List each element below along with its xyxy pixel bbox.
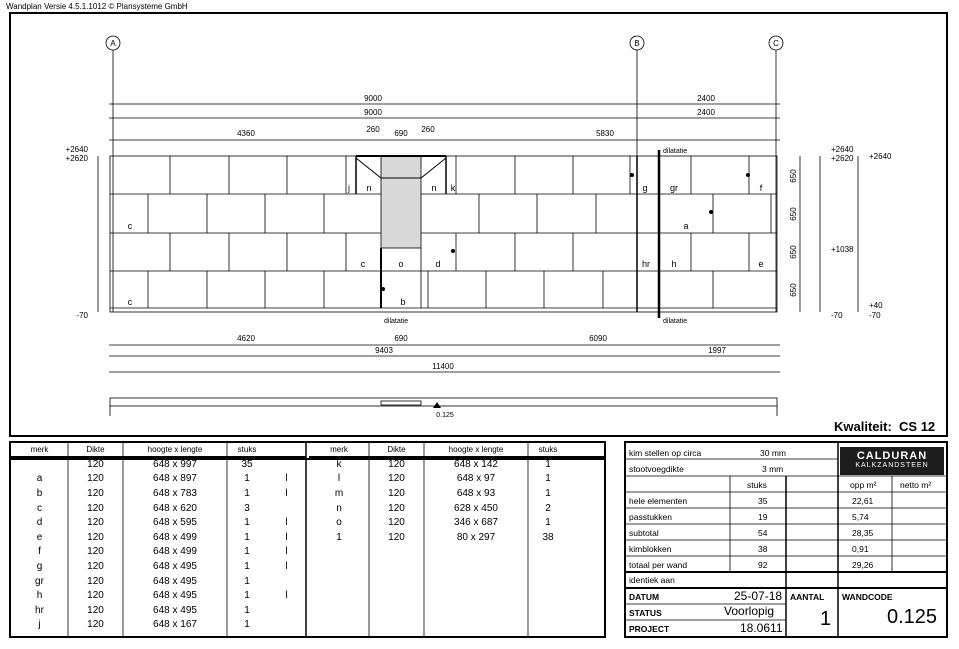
table-cell: 648 x 783: [153, 487, 197, 499]
table-cell: 120: [87, 575, 104, 587]
table-cell: 1: [244, 531, 250, 543]
table-cell: 120: [388, 473, 405, 485]
table-cell: 1: [244, 604, 250, 616]
dim-label: 690: [394, 129, 408, 138]
brick-mark: d: [435, 259, 441, 269]
brick-mark: c: [127, 297, 133, 307]
project-label: PROJECT: [629, 624, 670, 634]
col-header: merk: [330, 445, 348, 454]
identiek-label: identiek aan: [629, 575, 675, 585]
dilatatie-label: dilatatie: [384, 318, 409, 325]
logo-main: CALDURAN: [856, 450, 928, 462]
table-cell: 2: [545, 502, 551, 514]
table-cell: c: [37, 502, 42, 514]
app-title: Wandplan Versie 4.5.1.1012 © Plansysteme GmbH: [6, 2, 188, 11]
table-cell: l: [285, 517, 288, 529]
table-cell: 1: [244, 546, 250, 558]
brick-mark: o: [398, 259, 404, 269]
table-cell: o: [336, 517, 342, 529]
level-label: +1038: [831, 245, 854, 254]
table-cell: d: [36, 517, 43, 529]
table-cell: 120: [388, 487, 405, 499]
brick-mark: n: [366, 183, 372, 193]
table-cell: 120: [388, 531, 405, 543]
table-cell: 3: [244, 502, 250, 514]
dim-label: 1997: [708, 346, 726, 355]
table-cell: hr: [35, 604, 44, 616]
aantal-label: AANTAL: [790, 592, 825, 602]
table-cell: l: [285, 487, 288, 499]
info-row-label: subtotal: [629, 528, 659, 538]
status-value: Voorlopig: [724, 604, 775, 618]
col-header: hoogte x lengte: [448, 445, 504, 454]
table-cell: k: [336, 459, 342, 471]
col-header: merk: [30, 445, 49, 454]
table-cell: 648 x 495: [153, 604, 197, 616]
row-dim: 650: [789, 283, 798, 297]
table-cell: 38: [542, 531, 554, 543]
table-cell: 1: [244, 473, 250, 485]
status-label: STATUS: [629, 608, 662, 618]
info-row-value: 38: [758, 544, 768, 554]
row-dim: 650: [789, 245, 798, 259]
info-row-value: 0,91: [852, 544, 869, 554]
dim-label: 9403: [375, 346, 393, 355]
table-cell: 120: [388, 502, 405, 514]
brick-mark: c: [127, 221, 133, 231]
table-cell: 120: [87, 604, 104, 616]
col-header: hoogte x lengte: [147, 445, 203, 454]
wandcode-label: WANDCODE: [842, 592, 893, 602]
axis-label: A: [110, 39, 116, 48]
table-cell: 648 x 620: [153, 502, 197, 514]
level-label: +2640: [869, 152, 892, 161]
info-row-label: hele elementen: [629, 496, 688, 506]
brick-mark: b: [400, 297, 406, 307]
table-cell: 120: [87, 546, 104, 558]
table-cell: 648 x 997: [153, 459, 197, 471]
table-cell: 120: [388, 459, 405, 471]
level-label: +2640: [65, 145, 88, 154]
row-dim: 650: [789, 207, 798, 221]
table-cell: gr: [35, 575, 44, 587]
wandcode-value: 0.125: [887, 606, 938, 628]
table-cell: l: [285, 560, 288, 572]
info-row-label: totaal per wand: [629, 560, 688, 570]
table-cell: l: [285, 473, 288, 485]
table-cell: l: [285, 531, 288, 543]
table-cell: m: [334, 487, 344, 499]
table-cell: 1: [545, 487, 551, 499]
brick-mark: e: [758, 259, 764, 269]
dim-label: 9000: [364, 94, 382, 103]
table-cell: 35: [241, 459, 253, 471]
dim-label: 6090: [589, 334, 607, 343]
brick-mark: c: [360, 259, 366, 269]
project-value: 18.0611: [740, 621, 783, 635]
info-row-value: 92: [758, 560, 768, 570]
dim-label: 4360: [237, 129, 255, 138]
quality-key: Kwaliteit:: [834, 419, 892, 434]
table-cell: 1: [545, 517, 551, 529]
table-cell: 648 x 595: [153, 517, 197, 529]
brick-mark: k: [450, 183, 456, 193]
info-row-value: 54: [758, 528, 768, 538]
table-cell: 1: [244, 590, 250, 602]
table-cell: 120: [87, 619, 104, 631]
table-cell: 120: [87, 590, 104, 602]
datum-value: 25-07-18: [734, 589, 783, 603]
calduran-logo: [840, 447, 944, 475]
col-netto: netto m²: [900, 480, 932, 490]
table-cell: 648 x 495: [153, 560, 197, 572]
col-header: stuks: [538, 445, 558, 454]
table-cell: 1: [244, 560, 250, 572]
table-cell: e: [36, 531, 43, 543]
table-cell: 648 x 495: [153, 590, 197, 602]
table-cell: 648 x 897: [153, 473, 197, 485]
axis-label: C: [773, 39, 779, 48]
dim-label: 2400: [697, 94, 715, 103]
table-cell: a: [36, 473, 43, 485]
datum-label: DATUM: [629, 592, 660, 602]
table-cell: 120: [388, 517, 405, 529]
dim-label: 5830: [596, 129, 614, 138]
aantal-value: 1: [820, 608, 832, 630]
table-cell: 1: [244, 517, 250, 529]
brick-mark: f: [759, 183, 763, 193]
brick-mark: h: [671, 259, 677, 269]
col-stuks: stuks: [747, 480, 767, 490]
row-dim: 650: [789, 169, 798, 183]
table-cell: 648 x 495: [153, 575, 197, 587]
stoot-value: 3 mm: [762, 464, 784, 474]
logo-sub: KALKZANDSTEEN: [855, 462, 929, 469]
table-cell: j: [38, 619, 41, 631]
dim-label: 2400: [697, 108, 715, 117]
table-cell: 1: [545, 473, 551, 485]
dim-label: 9000: [364, 108, 382, 117]
table-cell: 648 x 499: [153, 531, 197, 543]
dim-label: 690: [394, 334, 408, 343]
table-cell: l: [285, 546, 288, 558]
level-label: -70: [76, 311, 88, 320]
brick-mark: gr: [669, 183, 679, 193]
quality-value: CS 12: [899, 419, 936, 434]
table-cell: 648 x 167: [153, 619, 197, 631]
table-cell: 628 x 450: [454, 502, 498, 514]
level-label: +2620: [831, 154, 854, 163]
table-cell: 120: [87, 517, 104, 529]
table-cell: h: [36, 590, 43, 602]
info-row-value: 29,26: [852, 560, 874, 570]
level-label: +2620: [65, 154, 88, 163]
info-row-value: 5,74: [852, 512, 869, 522]
brick-mark: hr: [641, 259, 651, 269]
kim-label: kim stellen op circa: [629, 448, 702, 458]
info-row-value: 22,61: [852, 496, 874, 506]
info-row-value: 19: [758, 512, 768, 522]
brick-mark: a: [683, 221, 689, 231]
level-label: -70: [831, 311, 843, 320]
dim-label: 260: [366, 125, 380, 134]
table-cell: 1: [244, 575, 250, 587]
info-row-value: 28,35: [852, 528, 874, 538]
dilatatie-label: dilatatie: [663, 148, 688, 155]
table-cell: 120: [87, 560, 104, 572]
kim-value: 30 mm: [760, 448, 786, 458]
table-cell: 1: [244, 487, 250, 499]
info-row-label: passtukken: [629, 512, 672, 522]
dim-label: 11400: [432, 362, 454, 371]
table-cell: 1: [545, 459, 551, 471]
col-header: Dikte: [86, 445, 105, 454]
table-cell: l: [285, 590, 288, 602]
col-opp: opp m²: [850, 480, 877, 490]
table-cell: f: [38, 546, 41, 558]
table-cell: g: [36, 560, 43, 572]
level-label: +40: [869, 301, 883, 310]
brick-mark: n: [431, 183, 437, 193]
table-cell: 120: [87, 473, 104, 485]
table-cell: 648 x 93: [456, 487, 496, 499]
stoot-label: stootvoegdikte: [629, 464, 684, 474]
dim-label: 260: [421, 125, 435, 134]
table-cell: 120: [87, 487, 104, 499]
info-row-value: 35: [758, 496, 768, 506]
table-cell: l: [337, 473, 341, 485]
table-cell: 120: [87, 459, 104, 471]
dilatatie-label: dilatatie: [663, 318, 688, 325]
table-cell: n: [336, 502, 342, 514]
level-label: -70: [869, 311, 881, 320]
elev-code: 0.125: [436, 412, 454, 419]
table-cell: 648 x 499: [153, 546, 197, 558]
table-cell: 80 x 297: [456, 531, 496, 543]
table-cell: 120: [87, 531, 104, 543]
table-cell: 346 x 687: [454, 517, 498, 529]
table-cell: 1: [244, 619, 250, 631]
col-header: Dikte: [387, 445, 406, 454]
table-cell: 648 x 142: [454, 459, 498, 471]
table-cell: 120: [87, 502, 104, 514]
dim-label: 4620: [237, 334, 255, 343]
level-label: +2640: [831, 145, 854, 154]
table-cell: 1: [336, 531, 342, 543]
brick-mark: j: [348, 183, 350, 193]
table-cell: 648 x 97: [456, 473, 496, 485]
table-cell: b: [36, 487, 43, 499]
brick-mark: g: [642, 183, 648, 193]
col-header: stuks: [237, 445, 257, 454]
info-row-label: kimblokken: [629, 544, 672, 554]
axis-label: B: [634, 39, 640, 48]
